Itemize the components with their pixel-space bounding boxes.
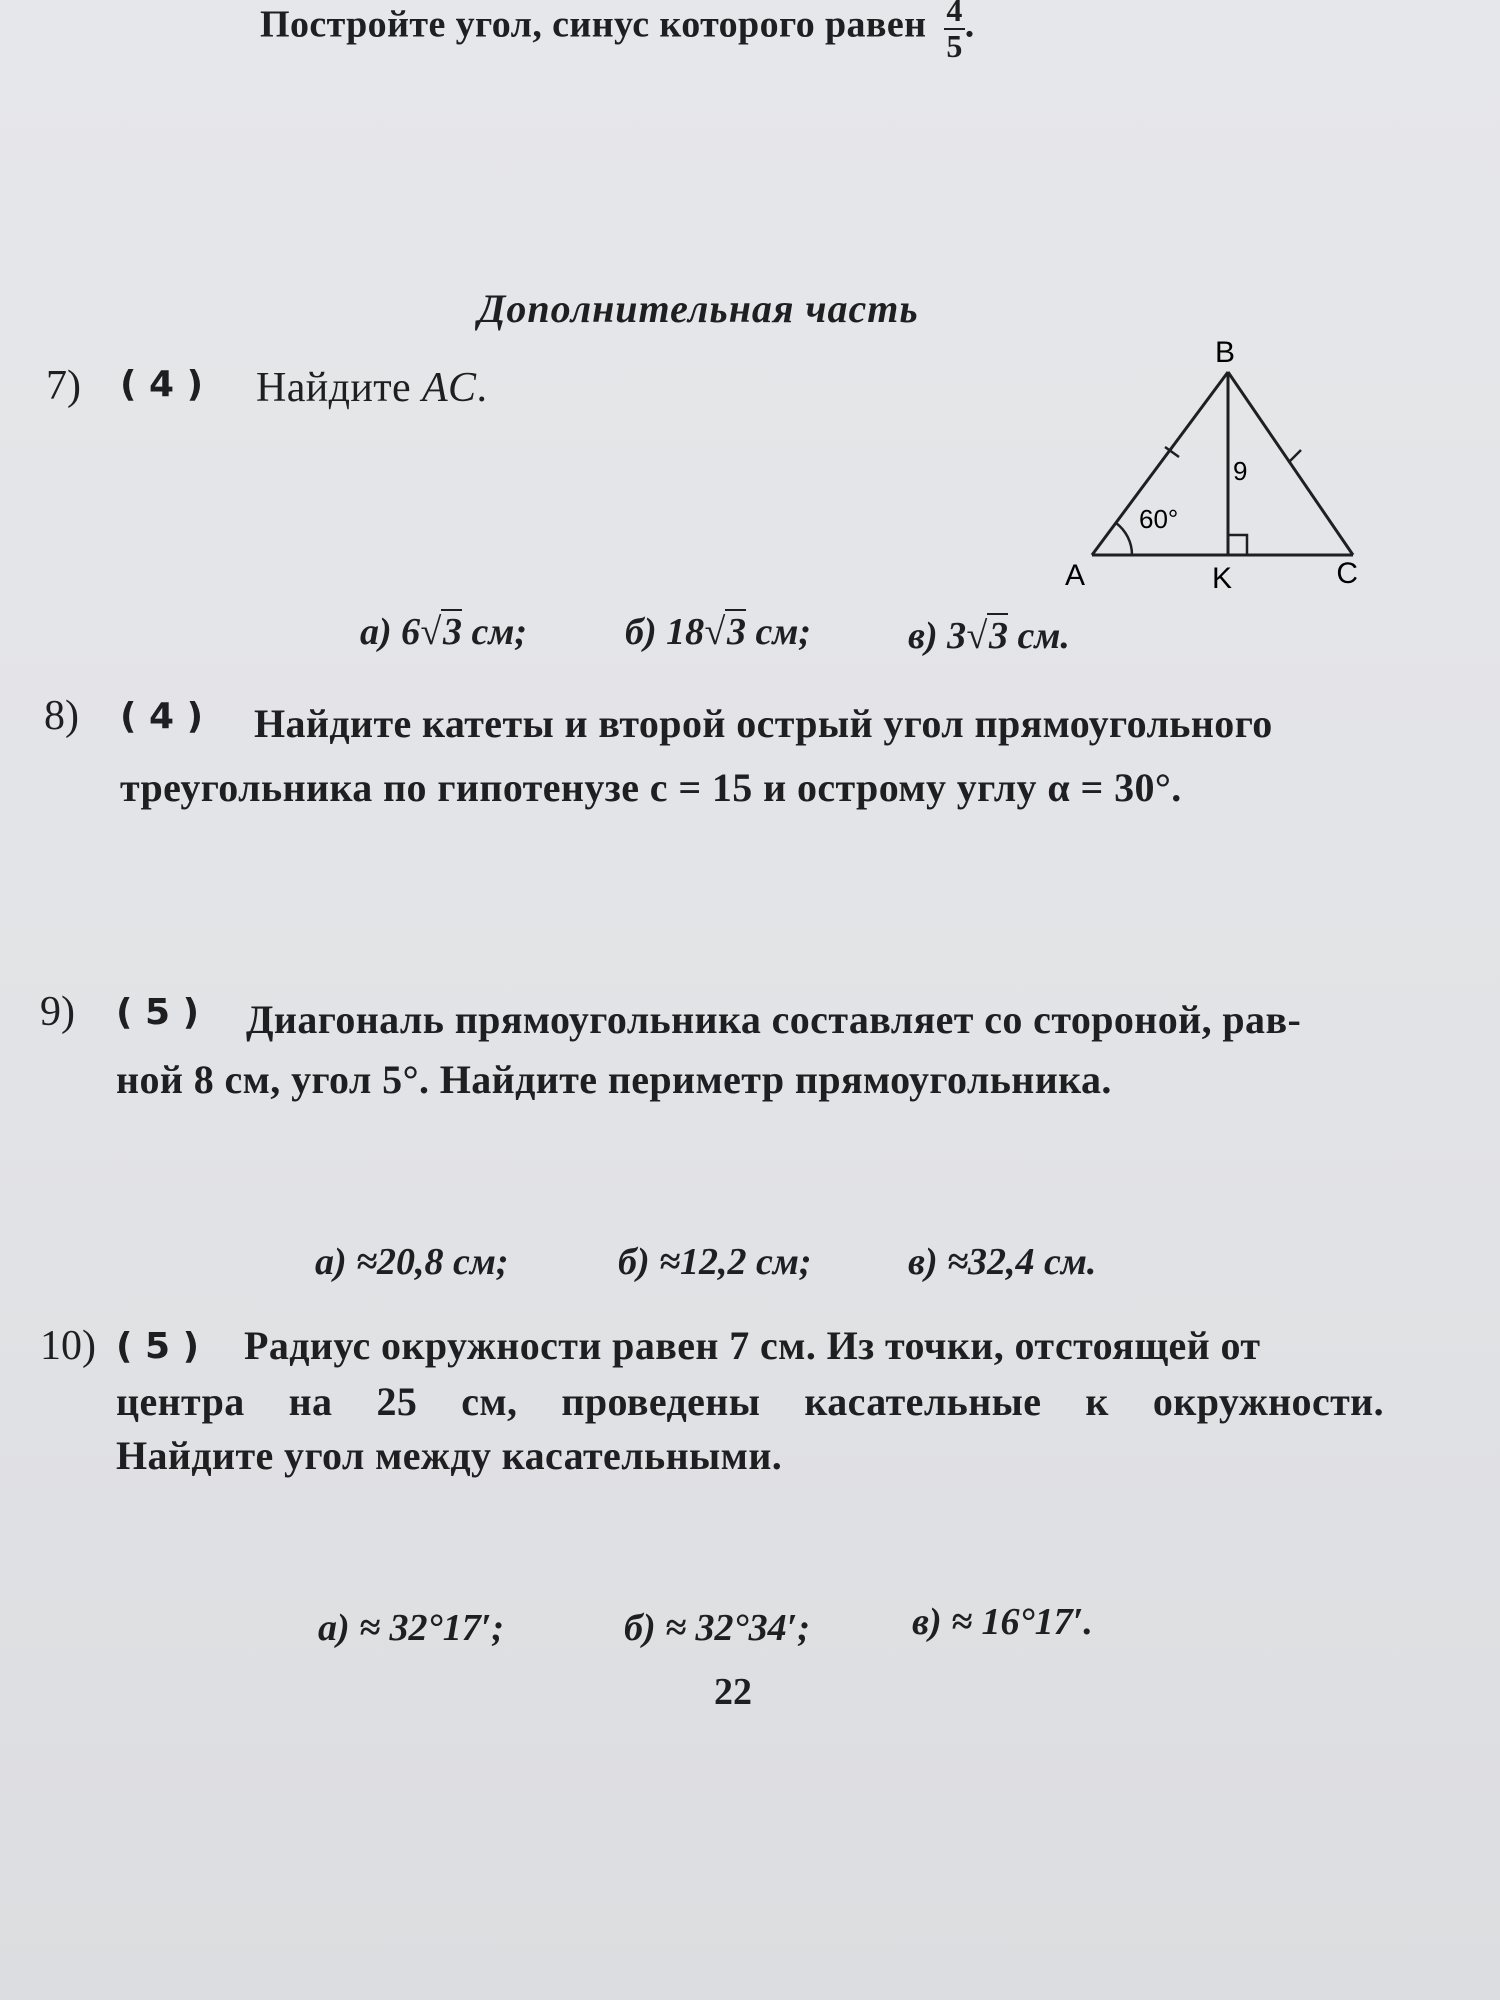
- section-title: Дополнительная часть: [478, 286, 919, 331]
- q7-option-a-prefix: а) 6: [360, 611, 421, 653]
- q7-text-prefix: Найдите: [256, 365, 412, 411]
- q7-number: 7): [46, 363, 81, 409]
- q9-option-a: а) ≈20,8 см;: [315, 1241, 509, 1283]
- q7-option-c-suffix: см.: [1008, 615, 1070, 657]
- q8-points: ( 4 ): [120, 696, 204, 737]
- q9-option-c: в) ≈32,4 см.: [908, 1241, 1097, 1283]
- q9-option-b: б) ≈12,2 см;: [618, 1241, 812, 1283]
- q9-line-2: ной 8 см, угол 5°. Найдите периметр прямоугольника.: [116, 1057, 1112, 1102]
- top-task-end: .: [964, 3, 975, 46]
- q10-number: 10): [40, 1323, 96, 1369]
- q7-option-b-prefix: б) 18: [625, 611, 705, 653]
- triangle-figure: [1055, 330, 1358, 595]
- q9-number: 9): [40, 989, 75, 1035]
- fraction: [944, 0, 964, 62]
- tick-bc: [1289, 450, 1301, 462]
- angle-label: 60°: [1139, 504, 1179, 534]
- top-task-text: Постройте угол, синус которого равен: [260, 3, 927, 46]
- angle-arc: [1116, 523, 1132, 555]
- q7-option-c-prefix: в) 3: [908, 615, 967, 657]
- q7-option-c: в) 3√3 см.: [908, 615, 1070, 657]
- q10-line-3: Найдите угол между касательными.: [116, 1433, 783, 1478]
- q7-points: ( 4 ): [120, 364, 204, 405]
- right-angle-mark: [1228, 535, 1247, 555]
- fraction-denominator: 5: [946, 28, 963, 64]
- label-b: B: [1215, 336, 1236, 369]
- q10-line-2: центра на 25 см, проведены касательные к окружности.: [116, 1379, 1384, 1424]
- q7-option-b-radicand: 3: [726, 611, 746, 653]
- q10-option-c: в) ≈ 16°17′.: [912, 1601, 1093, 1643]
- q8-line-1: Найдите катеты и второй острый угол прямоугольного: [254, 701, 1273, 746]
- label-c: C: [1336, 557, 1358, 590]
- q8-number: 8): [44, 693, 79, 739]
- q7-option-a: а) 6√3 см;: [360, 611, 528, 653]
- fraction-numerator: 4: [944, 0, 964, 30]
- q7-option-a-suffix: см;: [462, 611, 528, 653]
- page-number: 22: [714, 1671, 752, 1713]
- q8-line-2: треугольника по гипотенузе c = 15 и острому углу α = 30°.: [120, 765, 1182, 810]
- q9-line-1: Диагональ прямоугольника составляет со стороной, рав-: [246, 997, 1302, 1042]
- q7-text: [256, 364, 487, 412]
- q10-option-a: а) ≈ 32°17′;: [318, 1607, 505, 1649]
- q7-option-b: б) 18√3 см;: [625, 611, 812, 653]
- q10-points: ( 5 ): [116, 1326, 200, 1367]
- label-k: K: [1212, 562, 1233, 595]
- height-label: 9: [1233, 456, 1248, 486]
- q7-text-suffix: .: [476, 365, 488, 411]
- q10-line-1: Радиус окружности равен 7 см. Из точки, отстоящей от: [244, 1323, 1261, 1368]
- q10-option-b: б) ≈ 32°34′;: [624, 1607, 811, 1649]
- q7-option-a-radicand: 3: [443, 611, 463, 653]
- q9-points: ( 5 ): [116, 992, 200, 1033]
- q7-text-var: AC: [422, 365, 477, 411]
- q7-option-b-suffix: см;: [745, 611, 812, 653]
- q7-option-c-radicand: 3: [989, 615, 1008, 657]
- label-a: A: [1065, 559, 1086, 592]
- top-task-line: [260, 0, 975, 62]
